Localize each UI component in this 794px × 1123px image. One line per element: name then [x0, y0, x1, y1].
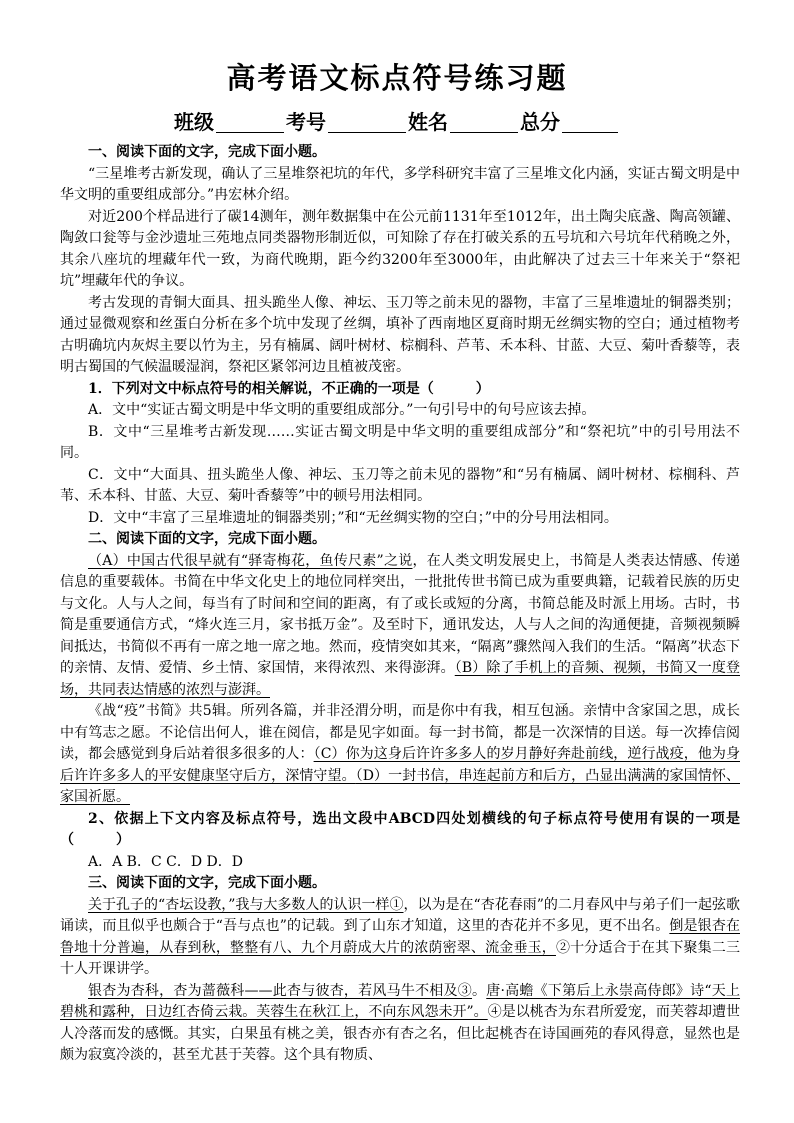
section-2-paragraph-2-text: 《战“疫”书简》共5辑。所列各篇，并非泾渭分明，而是你中有我，相互包涵。亲情中含家国之思，成长中有笃志之愿。不论信出何人，谁在阅信，都是见字如面。每一封书简，都是一次深情的目送。每一次捧信阅读，都会感觉到身后站着很多很多的人：: [60, 703, 740, 762]
section-3-heading: 三、阅读下面的文字，完成下面小题。: [88, 875, 326, 891]
section-2-paragraph-1: [60, 551, 740, 702]
question-1-option-b[interactable]: B．文中“三星堆考古新发现……实证古蜀文明是中华文明的重要组成部分”和“祭祀坑”中的引号用法不同。: [60, 423, 740, 461]
underlined-sentence-3: 银杏为杏科，杏为蔷薇科——此杏与彼杏，若风马牛不相及③: [88, 982, 473, 999]
score-label: 总分: [520, 110, 560, 134]
section-3-text-4: ④是以桃杏为东君所爱宠，而芙蓉却遭世人冷落而发的感慨。其实，白果虽有桃之美，银杏亦有杏之名，但比起桃杏在诗国画苑的春风得意，显然也是颇为寂寞冷淡的，甚至尤甚于芙蓉。这个具有物质、: [60, 1004, 741, 1063]
section-2-paragraph-1-text: ，在人类文明发展史上，书简是人类表达情感、传递信息的重要载体。书简在中华文化史上的地位同样突出，一批批传世书简已成为重要典籍，记载着民族的历史与文化。人与人之间，每当有了时间和空间的距离，有了或长或短的分离，书简总能及时派上用场。古时，书简是重要通信方式，“烽火连三月，家书抵万金”。及至时下，通讯发达，人与人之间的沟通便捷，音频视频瞬间抵达，书简似不再有一席之地一席之地。然而，疫情突如其来，“隔离”骤然闯入我们的生活。“隔离”状态下的亲情、友情、爱情、乡土情、家国情，来得浓烈、来得澎湃。: [60, 552, 740, 676]
class-field[interactable]: [216, 110, 284, 133]
underlined-sentence-b: （B）除了手机上的音频、视频，书简又一度登场，共同表达情感的浓烈与澎湃。: [60, 660, 740, 698]
name-label: 姓名: [408, 110, 448, 134]
underlined-sentence-a: （A）中国古代很早就有“驿寄梅花，鱼传尺素”之说: [88, 552, 413, 569]
section-1-paragraph-2: 对近200个样品进行了碳14测年，测年数据集中在公元前1131年至1012年，出土陶尖底盏、陶高领罐、陶敛口瓮等与金沙遗址三苑地点同类器物形制近似，可知除了存在打破关系的五号坑和六号坑年代稍晚之外，其余八座坑的埋藏年代一致，为商代晚期，距今约3200年至3000年，由此解决了过去三十年来关于“祭祀坑”埋藏年代的争议。: [60, 208, 740, 289]
class-label: 班级: [174, 110, 214, 134]
section-1-paragraph-3: 考古发现的青铜大面具、扭头跪坐人像、神坛、玉刀等之前未见的器物，丰富了三星堆遗址的铜器类别；通过显微观察和丝蛋白分析在多个坑中发现了丝绸，填补了西南地区夏商时期无丝绸实物的空白；通过植物考古明确坑内灰烬主要以竹为主，另有楠属、阔叶树材、棕榈科、芦苇、禾本科、甘蓝、大豆、菊叶香藜等，表明古蜀国的气候温暖湿润，祭祀区紧邻河边且植被茂密。: [60, 294, 740, 375]
question-1: 1．下列对文中标点符号的相关解说，不正确的一项是（ ）: [88, 380, 490, 397]
student-info-bar: [0, 108, 794, 136]
section-3-text-3: 。: [472, 982, 487, 999]
worksheet-content: [60, 142, 740, 1067]
section-1-paragraph-1: “三星堆考古新发现，确认了三星堆祭祀坑的年代，多学科研究丰富了三星堆文化内涵，实证古蜀文明是中华文明的重要组成部分。”冉宏林介绍。: [60, 165, 740, 203]
question-2-options[interactable]: A．A B．C C．D D．D: [88, 853, 243, 870]
section-3-text-1: ，以为是在“杏花春雨”的二月春风中与弟子们一起弦歌诵读，而且似乎也颇合于“吾与点也”的记载。到了山东才知道，这里的杏花并不多见，更不出名。: [60, 896, 740, 934]
question-1-option-d[interactable]: D．文中“丰富了三星堆遗址的铜器类别；”和“无丝绸实物的空白；”中的分号用法相同。: [88, 509, 618, 526]
underlined-sentence-d: （D）一封书信，串连起前方和后方，凸显出满满的家国情怀、家国祈愿。: [60, 767, 740, 805]
question-1-option-a[interactable]: A．文中“实证古蜀文明是中华文明的重要组成部分。”一句引号中的句号应该去掉。: [88, 402, 596, 418]
section-3-paragraph-2: [60, 981, 740, 1067]
underlined-sentence-1: 关于孔子的“杏坛设教，”我与大多数人的认识一样①: [88, 896, 404, 913]
section-1-heading: 一、阅读下面的文字，完成下面小题。: [88, 144, 326, 160]
section-2-paragraph-2: [60, 701, 740, 809]
question-1-option-c[interactable]: C．文中“大面具、扭头跪坐人像、神坛、玉刀等之前未见的器物”和“另有楠属、阔叶树材、棕榈科、芦苇、禾本科、甘蓝、大豆、菊叶香藜等”中的顿号用法相同。: [60, 466, 740, 504]
section-3-paragraph-1: [60, 895, 740, 981]
question-2: 2、依据上下文内容及标点符号，选出文段中ABCD四处划横线的句子标点符号使用有误的一项是（ ）: [60, 810, 740, 848]
name-field[interactable]: [450, 110, 518, 133]
exam-no-field[interactable]: [328, 110, 406, 133]
page-title: 高考语文标点符号练习题: [226, 61, 568, 95]
score-field[interactable]: [562, 110, 618, 133]
underlined-sentence-4: 唐·高蟾《下第后上永崇高侍郎》诗“天上碧桃和露种，日边红杏倚云栽。芙蓉生在秋江上，不向东风怨未开”。: [60, 982, 741, 1020]
underlined-sentence-c: （C）你为这身后许许多多人的岁月静好奔赴前线，逆行战疫，他为身后许许多多人的平安健康坚守后方，深情守望。: [60, 746, 740, 784]
exam-no-label: 考号: [286, 110, 326, 134]
section-3-text-2: ②十分适合于在其下聚集二三十人开课讲学。: [60, 939, 741, 977]
section-2-heading: 二、阅读下面的文字，完成下面小题。: [88, 531, 326, 547]
underlined-sentence-2: 倒是银杏在鲁地十分普遍，从春到秋，整整有八、九个月蔚成大片的浓荫密翠、流金垂玉，: [60, 918, 740, 956]
